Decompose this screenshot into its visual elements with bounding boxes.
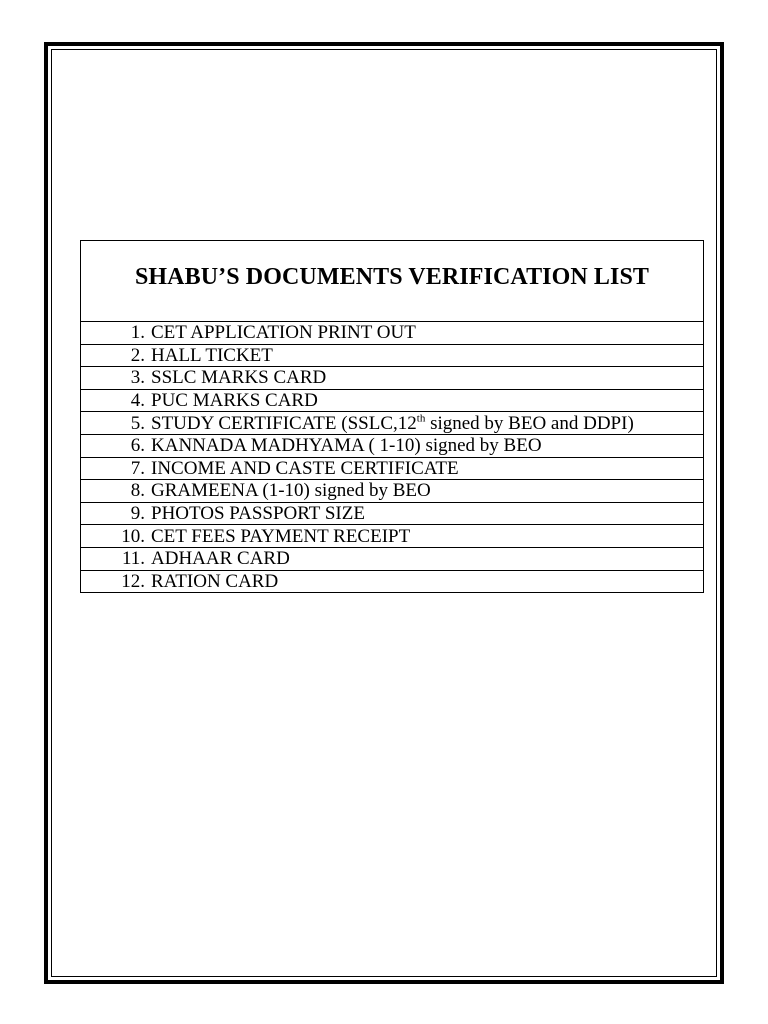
item-text-superscript: th [416,412,426,425]
list-item [81,322,704,345]
item-number: 4. [130,390,145,412]
item-number: 7. [130,457,145,479]
item-number: 11. [121,548,145,570]
list-item [81,502,704,525]
list-item [81,344,704,367]
item-number: 6. [130,435,145,457]
item-text [151,413,634,434]
item-number: 8. [130,480,145,502]
list-item [81,570,704,593]
list-item [81,457,704,480]
item-text: SSLC MARKS CARD [151,367,327,389]
item-number: 3. [130,367,145,389]
item-number: 5. [130,412,145,434]
item-text: GRAMEENA (1-10) signed by BEO [151,480,431,502]
list-item [81,412,704,435]
item-text: CET APPLICATION PRINT OUT [151,322,416,344]
list-item [81,525,704,548]
item-number: 1. [130,322,145,344]
item-number: 12. [121,570,145,592]
title-cell [81,241,704,322]
title-row [81,241,704,322]
document-title: SHABU’S DOCUMENTS VERIFICATION LIST [134,263,650,290]
item-text: PUC MARKS CARD [151,390,318,412]
documents-table [80,240,704,593]
item-number: 10. [121,525,145,547]
item-text: RATION CARD [151,570,279,592]
item-number: 2. [130,344,145,366]
list-item [81,389,704,412]
item-text: ADHAAR CARD [151,548,290,570]
list-item [81,547,704,570]
item-text: CET FEES PAYMENT RECEIPT [151,525,411,547]
list-item [81,367,704,390]
item-text: INCOME AND CASTE CERTIFICATE [151,457,459,479]
item-number: 9. [130,503,145,525]
item-text: PHOTOS PASSPORT SIZE [151,503,365,525]
item-text-before: STUDY CERTIFICATE (SSLC,12 [151,412,417,434]
item-text-after: signed by BEO and DDPI) [425,412,634,434]
item-text: HALL TICKET [151,344,273,366]
list-item [81,434,704,457]
item-text: KANNADA MADHYAMA ( 1-10) signed by BEO [151,435,542,457]
list-item [81,480,704,503]
